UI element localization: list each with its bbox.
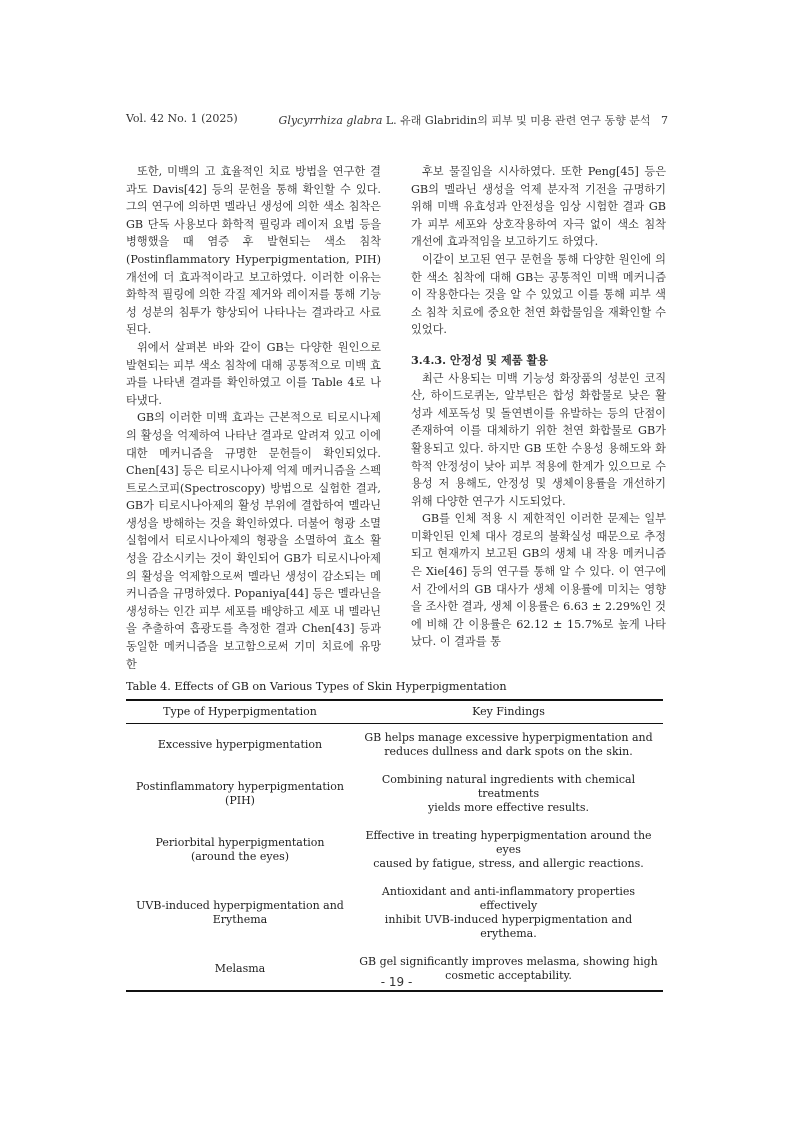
column-header: Key Findings	[354, 700, 663, 724]
type-line: (around the eyes)	[190, 850, 290, 863]
running-title	[279, 112, 668, 128]
finding-line: cosmetic acceptability.	[445, 969, 572, 982]
running-title-rest: L. 유래 Glabridin의 피부 및 미용 관련 연구 동향 분석	[385, 114, 651, 127]
finding-cell	[354, 724, 663, 767]
type-cell	[126, 766, 354, 822]
right-column	[411, 163, 666, 651]
finding-line: inhibit UVB-induced hyperpigmentation and erythema.	[384, 913, 633, 940]
type-line: Postinflammatory hyperpigmentation	[136, 780, 344, 793]
type-line: Periorbital hyperpigmentation	[155, 836, 325, 849]
table-row	[126, 878, 663, 948]
paragraph: 또한, 미백의 고 효율적인 치료 방법을 연구한 결과도 Davis[42] 등의 문헌을 통해 확인할 수 있다. 그의 연구에 의하면 멜라닌 생성에 의한 색소 침착은 GB 단독 사용보다 화학적 필링과 레이저 요법 등을 병행했을 때 염증 후 발현되는 색소 침착(Postinflammatory Hyperpigmentation, PIH) 개선에 더 효과적이라고 보고하였다. 이러한 이유는 화학적 필링에 의한 각질 제거와 레이저를 통해 기능성 성분의 침투가 향상되어 나타나는 결과라고 사료된다.	[126, 165, 381, 337]
type-line: (PIH)	[225, 794, 255, 807]
paragraph: 후보 물질임을 시사하였다. 또한 Peng[45] 등은 GB의 멜라닌 생성을 억제 분자적 기전을 규명하기 위해 미백 유효성과 안전성을 임상 시험한 결과 GB가 피부 세포와 상호작용하여 자극 없이 색소 침착 개선에 효과적임을 보고하기도 하였다.	[411, 165, 666, 249]
finding-line: GB gel significantly improves melasma, showing high	[359, 955, 658, 968]
finding-line: Combining natural ingredients with chemical treatments	[381, 773, 636, 800]
type-line: UVB-induced hyperpigmentation and	[136, 899, 344, 912]
finding-line: reduces dullness and dark spots on the skin.	[384, 745, 633, 758]
finding-cell	[354, 766, 663, 822]
left-column	[126, 163, 381, 673]
table-row	[126, 766, 663, 822]
table-row	[126, 724, 663, 767]
type-line: Erythema	[212, 913, 268, 926]
type-cell	[126, 822, 354, 878]
finding-line: GB helps manage excessive hyperpigmentation and	[364, 731, 653, 744]
table-caption: Table 4. Effects of GB on Various Types of Skin Hyperpigmentation	[126, 680, 507, 693]
column-header: Type of Hyperpigmentation	[126, 700, 354, 724]
paragraph: GB의 이러한 미백 효과는 근본적으로 티로시나제의 활성을 억제하여 나타난 결과로 알려져 있고 이에 대한 메커니즘을 규명한 문헌들이 확인되었다. Chen[43] 등은 티로시나아제 억제 메커니즘을 스펙트로스코피(Spectroscopy) 방법으로 실험한 결과, GB가 티로시나아제의 활성 부위에 결합하여 멜라닌 생성을 방해하는 것을 확인하였다. 더불어 형광 소멸 실험에서 티로시나아제의 형광을 소멸하여 효소 활성을 감소시키는 것이 확인되어 GB가 티로시나아제의 활성을 억제함으로써 멜라닌 생성이 감소되는 메커니즘을 규명하였다. Popaniya[44] 등은 멜라닌을 생성하는 인간 피부 세포를 배양하고 세포 내 멜라닌을 추출하여 흡광도를 측정한 결과 Chen[43] 등과 동일한 메커니즘을 보고함으로써 기미 치료에 유망한	[126, 411, 381, 671]
finding-line: Effective in treating hyperpigmentation around the eyes	[365, 829, 652, 856]
finding-line: yields more effective results.	[428, 801, 589, 814]
section-heading: 3.4.3. 안정성 및 제품 활용	[411, 352, 549, 367]
table-row	[126, 822, 663, 878]
paragraph: 위에서 살펴본 바와 같이 GB는 다양한 원인으로 발현되는 피부 색소 침착에 대해 공통적으로 미백 효과를 나타낸 결과를 확인하였고 이를 Table 4로 나타냈다.	[126, 340, 381, 407]
type-line: Melasma	[214, 962, 266, 975]
type-cell	[126, 724, 354, 767]
finding-line: caused by fatigue, stress, and allergic reactions.	[373, 857, 644, 870]
finding-line: Antioxidant and anti-inflammatory properties effectively	[381, 885, 636, 912]
finding-cell	[354, 822, 663, 878]
type-line: Excessive hyperpigmentation	[157, 738, 323, 751]
page-number: - 19 -	[380, 975, 413, 989]
volume-info: Vol. 42 No. 1 (2025)	[126, 112, 238, 125]
paragraph: GB를 인체 적용 시 제한적인 이러한 문제는 일부 미확인된 인체 대사 경로의 불확실성 때문으로 추정되고 현재까지 보고된 GB의 생체 내 작용 메커니즘은 Xie[46] 등의 연구를 통해 알 수 있다. 이 연구에서 간에서의 GB 대사가 생체 이용률에 미치는 영향을 조사한 결과, 생체 이용률은 6.63 ± 2.29%인 것에 비해 간 이용률은 62.12 ± 15.7%로 높게 나타났다. 이 결과를 통	[411, 512, 666, 649]
paragraph: 이같이 보고된 연구 문헌을 통해 다양한 원인에 의한 색소 침착에 대해 GB는 공통적인 미백 메커니즘이 작용한다는 것을 알 수 있었고 이를 통해 피부 색소 침착 치료에 중요한 천연 화합물임을 재확인할 수 있었다.	[411, 252, 666, 337]
type-cell	[126, 878, 354, 948]
table-header-row	[126, 700, 663, 724]
paragraph: 최근 사용되는 미백 기능성 화장품의 성분인 코직산, 하이드로퀴논, 알부틴은 합성 화합물로 낮은 활성과 세포독성 및 돌연변이를 유발하는 등의 단점이 존재하여 이를 대체하기 위한 천연 화합물로 GB가 활용되고 있다. 하지만 GB 또한 수용성 용해도와 화학적 안정성이 낮아 피부 적용에 한계가 있으므로 수용성 저 용해도, 안정성 및 생체이용률을 개선하기 위해 다양한 연구가 시도되었다.	[411, 371, 666, 508]
species-name: Glycyrrhiza glabra	[278, 114, 383, 127]
hyperpigmentation-table	[126, 699, 663, 992]
running-header	[126, 112, 668, 128]
header-page-number: 7	[661, 114, 668, 127]
finding-cell	[354, 878, 663, 948]
